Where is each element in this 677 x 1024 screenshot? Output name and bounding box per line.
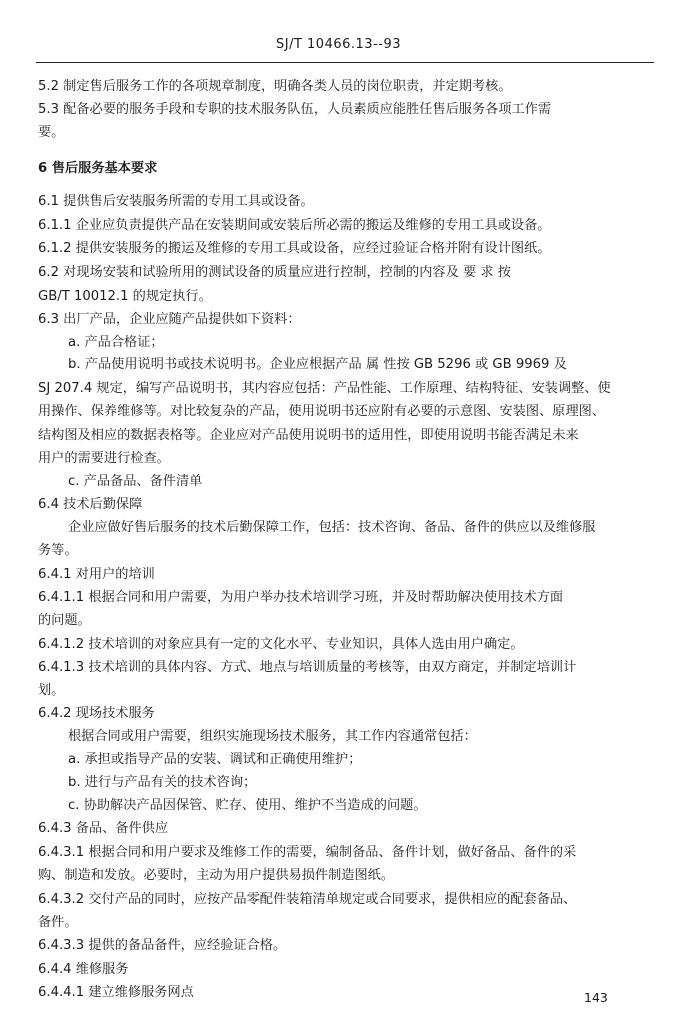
item-6-3-b-cont-3: 结构图及相应的数据表格等。企业应对产品使用说明书的适用性，即使用说明书能否满足未来 [38,428,579,443]
clause-5-3: 5.3 配备必要的服务手段和专职的技术服务队伍，人员素质应能胜任售后服务各项工作需 [38,102,552,117]
clause-6-4-3-2-cont: 备件。 [38,915,78,930]
clause-6-3: 6.3 出厂产品，企业应随产品提供如下资料： [38,312,301,327]
clause-6-4-4: 6.4.4 维修服务 [38,962,129,977]
clause-5-2: 5.2 制定售后服务工作的各项规章制度，明确各类人员的岗位职责，并定期考核。 [38,79,512,94]
clause-6-4-1-1: 6.4.1.1 根据合同和用户需要，为用户举办技术培训学习班，并及时帮助解决使用技术方面 [38,590,564,605]
page-number: 143 [584,990,608,1005]
clause-6-1-1: 6.1.1 企业应负责提供产品在安装期间或安装后所必需的搬运及维修的专用工具或设备。 [38,218,551,233]
clause-6-4-3-1: 6.4.3.1 根据合同和用户要求及维修工作的需要，编制备品、备件计划，做好备品、备件的采 [38,845,577,860]
item-6-4-2-b: b. 进行与产品有关的技术咨询； [68,775,257,790]
item-6-4-2-a: a. 承担或指导产品的安装、调试和正确使用维护； [68,752,362,767]
clause-5-3-cont: 要。 [38,125,65,140]
item-6-3-a: a. 产品合格证； [68,335,164,350]
clause-6-4-3-3: 6.4.3.3 提供的备品备件，应经验证合格。 [38,938,287,953]
item-6-3-b-cont-4: 用户的需要进行检查。 [38,451,170,466]
clause-6-4-1-2: 6.4.1.2 技术培训的对象应具有一定的文化水平、专业知识，具体人选由用户确定。 [38,637,524,652]
clause-6-4-1-3-cont: 划。 [38,683,65,698]
standard-header: SJ/T 10466.13--93 [276,37,401,52]
section-6-heading: 6 售后服务基本要求 [38,161,158,176]
clause-6-4-1-3: 6.4.1.3 技术培训的具体内容、方式、地点与培训质量的考核等，由双方商定，并制定培训计 [38,660,577,675]
clause-6-4-4-1: 6.4.4.1 建立维修服务网点 [38,985,194,1000]
item-6-3-c: c. 产品备品、备件清单 [68,474,203,489]
clause-6-4-3-1-cont: 购、制造和发放。必要时，主动为用户提供易损件制造图纸。 [38,868,395,883]
clause-6-4-body: 企业应做好售后服务的技术后勤保障工作，包括：技术咨询、备品、备件的供应以及维修服 [68,520,596,535]
clause-6-2-cont: GB/T 10012.1 的规定执行。 [38,289,212,304]
item-6-4-2-c: c. 协助解决产品因保管、贮存、使用、维护不当造成的问题。 [68,798,427,813]
clause-6-2: 6.2 对现场安装和试验所用的测试设备的质量应进行控制，控制的内容及 要 求 按 [38,265,511,280]
item-6-3-b-cont-1: SJ 207.4 规定，编写产品说明书，其内容应包括：产品性能、工作原理、结构特征、安装调整、使 [38,381,611,396]
clause-6-4-2: 6.4.2 现场技术服务 [38,706,155,721]
clause-6-1: 6.1 提供售后安装服务所需的专用工具或设备。 [38,194,314,209]
clause-6-4-body-cont: 务等。 [38,543,78,558]
item-6-3-b-cont-2: 用操作、保养维修等。对比较复杂的产品，使用说明书还应附有必要的示意图、安装图、原理图、 [38,404,606,419]
clause-6-4-1-1-cont: 的问题。 [38,613,91,628]
clause-6-4-2-body: 根据合同或用户需要，组织实施现场技术服务，其工作内容通常包括： [68,729,477,744]
clause-6-4-3: 6.4.3 备品、备件供应 [38,821,169,836]
clause-6-4-1: 6.4.1 对用户的培训 [38,567,155,582]
clause-6-1-2: 6.1.2 提供安装服务的搬运及维修的专用工具或设备，应经过验证合格并附有设计图纸。 [38,241,551,256]
clause-6-4-3-2: 6.4.3.2 交付产品的同时，应按产品零配件装箱清单规定或合同要求，提供相应的配套备品、 [38,892,577,907]
clause-6-4: 6.4 技术后勤保障 [38,497,143,512]
header-rule [36,62,654,63]
item-6-3-b: b. 产品使用说明书或技术说明书。企业应根据产品 属 性按 GB 5296 或 GB 9969 及 [68,357,567,372]
